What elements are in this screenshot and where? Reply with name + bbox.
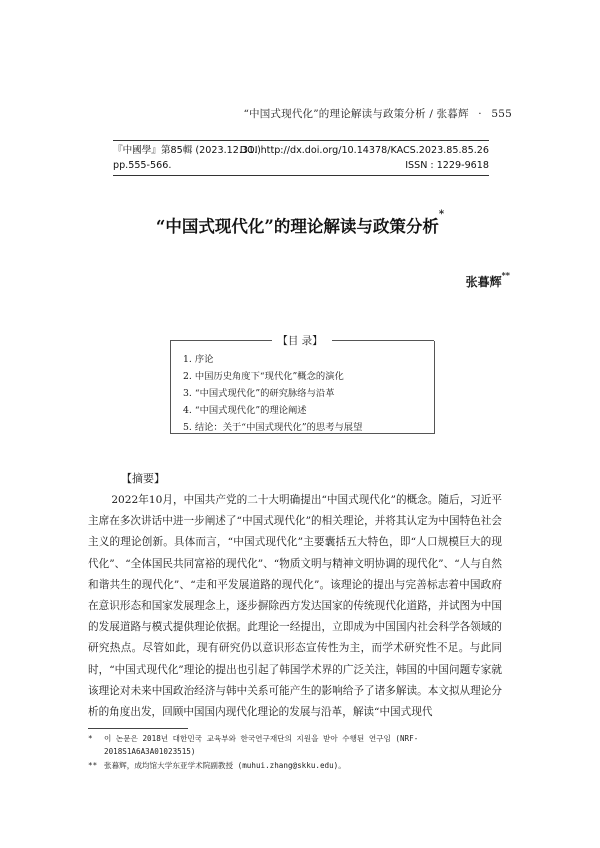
toc-list [183,351,362,436]
doi-link[interactable]: DOI http://dx.doi.org/10.14378/KACS.2023.85.85.26 [239,145,489,156]
page-number: 555 [491,108,512,120]
running-head-title: “中国式现代化”的理论解读与政策分析 / 张暮辉 [243,108,469,120]
running-head [243,106,512,121]
toc-heading: 【目 录】 [277,335,323,347]
author-name [465,270,510,290]
paper-title [0,209,600,237]
author-name-text: 张暮辉 [465,275,502,289]
footnotes [88,732,502,772]
toc-item[interactable]: 5. 结论：关于“中国式现代化”的思考与展望 [183,422,363,433]
footnote-funding [88,732,502,758]
footnote-mark: * [88,734,93,743]
title-footnote-mark: * [438,209,445,220]
abstract-label: 【摘要】 [121,472,165,485]
footnote-author [88,759,502,772]
toc-item[interactable]: 4. “中国式现代化”的理论阐述 [183,405,307,416]
toc-item[interactable]: 1. 序论 [183,354,214,365]
paper-title-text: “中国式现代化”的理论解读与政策分析 [155,217,439,236]
page-range: pp.555-566. [113,160,172,171]
footnote-mark: ** [88,761,98,770]
running-head-separator: · [478,108,482,120]
abstract-body [88,490,502,723]
journal-info: 『中國學』第85輯 (2023.12.31.) [113,145,261,156]
issn: ISSN : 1229-9618 [405,160,489,171]
footnote-text: 이 논문은 2018년 대한민국 교육부와 한국연구재단의 지원을 받아 수행된 연구임 (NRF-2018S1A6A3A01023515) [104,734,419,756]
publication-meta [113,140,489,176]
author-footnote-mark: ** [501,270,510,280]
footnote-text: 张暮辉，成均馆大学东亚学术院副教授 (muhui.zhang@skku.edu)。 [104,761,346,770]
table-of-contents [170,341,435,434]
footnote-rule [88,728,188,729]
toc-item[interactable]: 3. “中国式现代化”的研究脉络与沿革 [183,388,335,399]
abstract-text: 2022年10月，中国共产党的二十大明确提出“中国式现代化”的概念。随后，习近平主席在多次讲话中进一步阐述了“中国式现代化”的相关理论，并将其认定为中国特色社会主义的理论创新。具体而言，“中国式现代化”主要囊括五大特色，即“人口规模巨大的现代化”、“全体国民共同富裕的现代化”、“物质文明与精神文明协调的现代化”、“人与自然和谐共生的现代化”、“走和平发展道路的现代化”。该理论的提出与完善标志着中国政府在意识形态和国家发展理念上，逐步摒除西方发达国家的传统现代化道路，并试图为中国的发展道路与模式提供理论依据。此理论一经提出，立即成为中国国内社会科学各领域的研究热点。尽管如此，现有研究仍以意识形态宣传性为主，而学术研究性不足。与此同时，“中国式现代化”理论的提出也引起了韩国学术界的广泛关注，韩国的中国问题专家就该理论对未来中国政治经济与韩中关系可能产生的影响给予了诸多解读。本文拟从理论分析的角度出发，回顾中国国内现代化理论的发展与沿革，解读“中国式现代 [88,494,502,719]
toc-item[interactable]: 2. 中国历史角度下“现代化”概念的演化 [183,371,344,382]
